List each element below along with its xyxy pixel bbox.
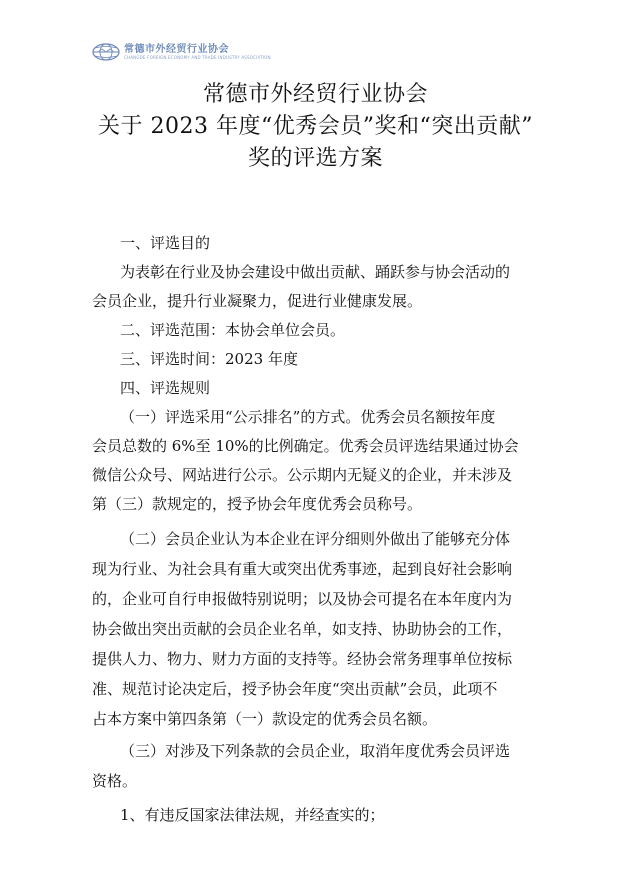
paragraph-line: （三）对涉及下列条款的会员企业，取消年度优秀会员评选 — [120, 742, 511, 760]
section-heading-purpose: 一、评选目的 — [120, 234, 211, 252]
section-heading-time: 三、评选时间：2023 年度 — [120, 350, 298, 368]
section-heading-rules: 四、评选规则 — [120, 379, 211, 397]
title-line-2: 关于 2023 年度“优秀会员”奖和“突出贡献” — [98, 114, 533, 139]
paragraph-line: （一）评选采用“公示排名”的方式。优秀会员名额按年度 — [120, 408, 496, 426]
paragraph-line: 准、规范讨论决定后，授予协会年度“突出贡献”会员，此项不 — [92, 680, 498, 698]
org-sub-header: CHANGDE FOREIGN ECONOMY AND TRADE INDUSTRY ASSOCIATION — [124, 54, 271, 60]
paragraph-line: （二）会员企业认为本企业在评分细则外做出了能够充分体 — [120, 530, 511, 548]
paragraph-line: 第（三）款规定的，授予协会年度优秀会员称号。 — [92, 495, 423, 513]
letterhead — [92, 42, 271, 62]
paragraph-line: 会员企业，提升行业凝聚力，促进行业健康发展。 — [92, 292, 423, 310]
paragraph-line: 提供人力、物力、财力方面的支持等。经协会常务理事单位按标 — [92, 650, 513, 668]
title-line-3: 奖的评选方案 — [247, 146, 383, 171]
paragraph-line: 会员总数的 6%至 10%的比例确定。优秀会员评选结果通过协会 — [92, 437, 519, 455]
paragraph-line: 为表彰在行业及协会建设中做出贡献、踊跃参与协会活动的 — [120, 263, 511, 281]
paragraph-line: 占本方案中第四条第（一）款设定的优秀会员名额。 — [92, 710, 438, 728]
globe-icon — [92, 43, 120, 61]
paragraph-line: 的，企业可自行申报做特别说明；以及协会可提名在本年度内为 — [92, 590, 513, 608]
section-heading-scope: 二、评选范围：本协会单位会员。 — [120, 321, 346, 339]
paragraph-line: 现为行业、为社会具有重大或突出优秀事迹，起到良好社会影响 — [92, 560, 513, 578]
paragraph-line: 资格。 — [92, 772, 138, 790]
org-name-header: 常德市外经贸行业协会 — [124, 43, 229, 55]
paragraph-line: 微信公众号、网站进行公示。公示期内无疑义的企业，并未涉及 — [92, 466, 513, 484]
title-line-1: 常德市外经贸行业协会 — [202, 82, 428, 107]
list-item: 1、有违反国家法律法规，并经查实的； — [120, 806, 385, 824]
paragraph-line: 协会做出突出贡献的会员企业名单，如支持、协助协会的工作， — [92, 620, 513, 638]
